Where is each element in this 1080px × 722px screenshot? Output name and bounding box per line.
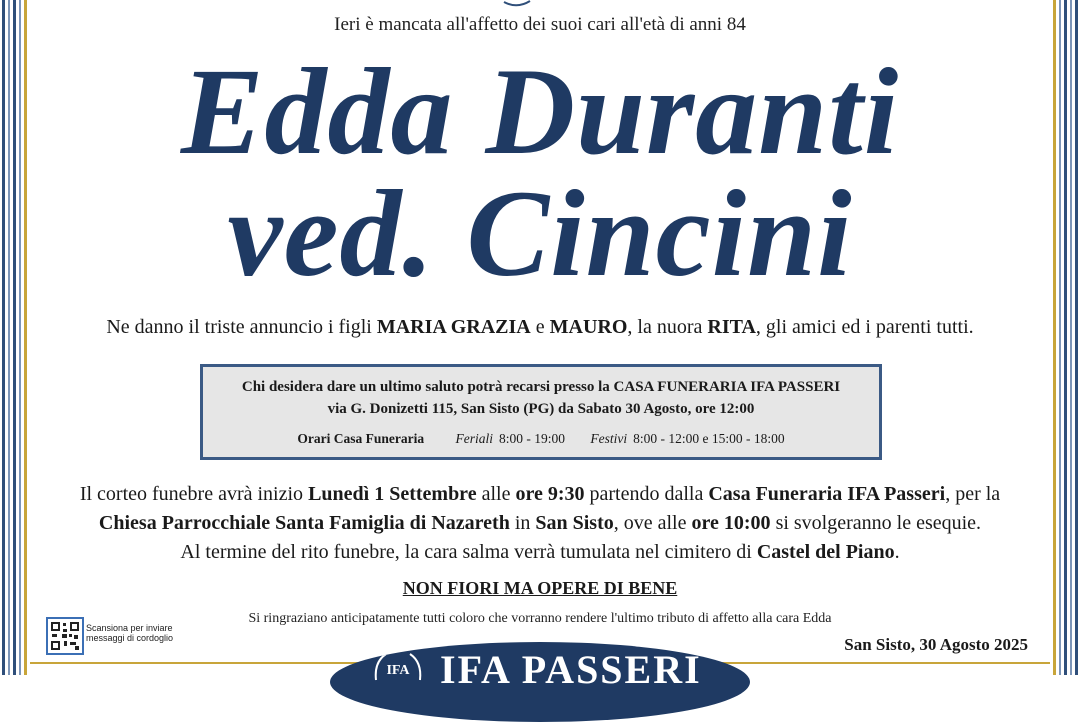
intro-text: Ieri è mancata all'affetto dei suoi cari all'età di anni 84 [334,14,746,35]
decorative-pen-icon [502,0,532,8]
qr-caption: Scansiona per inviare messaggi di cordoglio [86,623,174,643]
funeral-procession-text: Il corteo funebre avrà inizio Lunedì 1 Settembre alle ore 9:30 partendo dalla Casa Funeraria IFA Passeri, per la Chiesa Parrocchiale Santa Famiglia di Nazareth in San Sisto, ove alle ore 10:00 si svolgeranno le esequie. Al termine del rito funebre, la cara salma verrà tumulata nel cimitero di Castel del Piano. [79,483,1001,563]
logo-text: IFA PASSERI [440,647,702,692]
hours-label: Orari Casa Funeraria [297,431,425,446]
weekdays-hours: 8:00 - 19:00 [498,431,565,446]
ifa-logo-mark-icon [370,650,426,686]
holidays-label: Festivi [590,431,628,446]
announcement-name: MARIA GRAZIA [376,316,531,338]
funeral-home-info-box [200,364,882,460]
svg-text:IFA: IFA [386,663,410,678]
weekdays-label: Feriali [455,431,493,446]
deceased-married-name: ved. Cincini [227,165,853,302]
info-box-address: via G. Donizetti 115, San Sisto (PG) da Sabato 30 Agosto, ore 12:00 [327,401,755,417]
announcement-name: RITA [707,316,756,338]
qr-code-icon[interactable] [46,617,84,655]
holidays-hours: 8:00 - 12:00 e 15:00 - 18:00 [633,431,785,446]
thanks-text: Si ringraziano anticipatamente tutti coloro che vorranno rendere l'ultimo tributo di affetto alla cara Edda [248,611,832,626]
no-flowers-notice: NON FIORI MA OPERE DI BENE [402,578,678,598]
info-box-line: Chi desidera dare un ultimo saluto potrà recarsi presso la CASA FUNERARIA IFA PASSERI [241,379,841,395]
announcement-text: Ne danno il triste annuncio i figli MARIA GRAZIA e MAURO, la nuora RITA, gli amici ed i parenti tutti. [106,316,974,338]
opening-hours [203,431,879,447]
announcement-name: MAURO [549,316,628,338]
place-and-date: San Sisto, 30 Agosto 2025 [844,635,1028,654]
deceased-name: Edda Duranti [180,43,900,180]
ifa-passeri-logo [330,642,750,722]
